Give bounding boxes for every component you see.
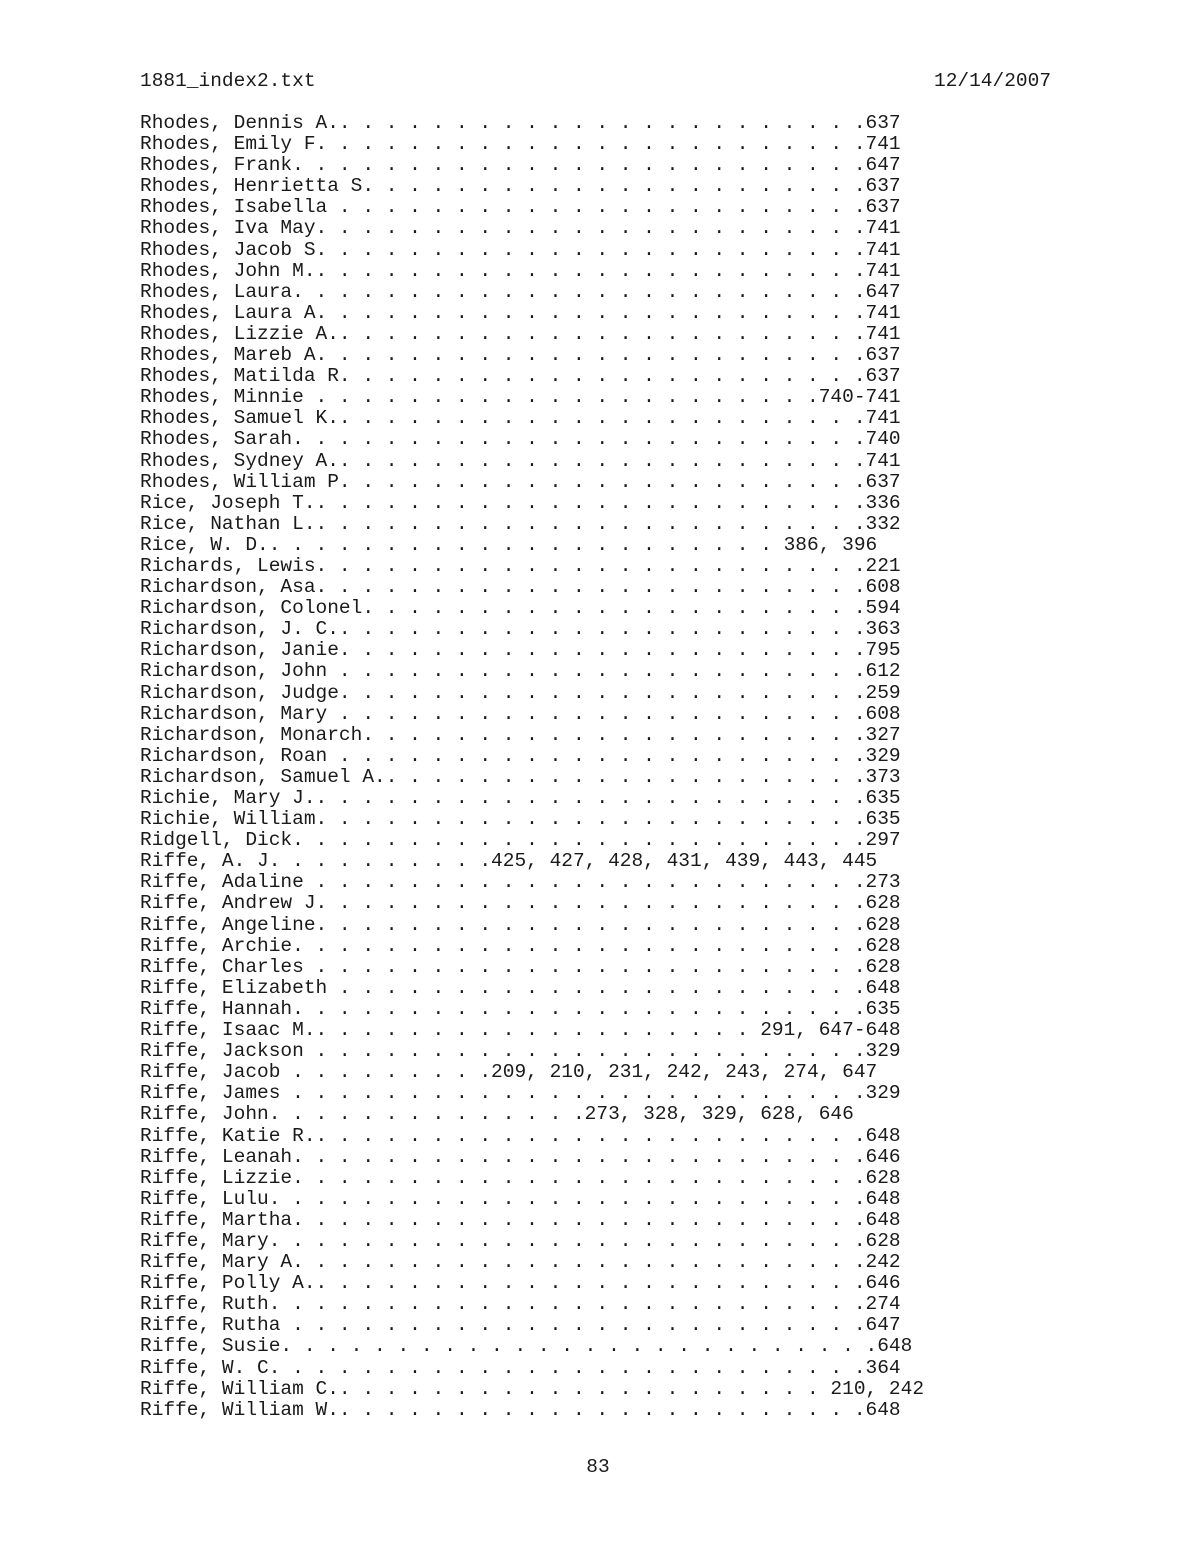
index-entry: Rhodes, Jacob S. . . . . . . . . . . . . . . . . . . . . . . .741 bbox=[140, 238, 901, 261]
index-entry: Riffe, Elizabeth . . . . . . . . . . . . . . . . . . . . . . .648 bbox=[140, 976, 901, 999]
index-entry: Richie, Mary J.. . . . . . . . . . . . . . . . . . . . . . . .635 bbox=[140, 787, 901, 809]
index-entry: Riffe, Leanah. . . . . . . . . . . . . . . . . . . . . . . . .646 bbox=[140, 1145, 901, 1168]
index-entry: Richardson, Monarch. . . . . . . . . . . . . . . . . . . . . .327 bbox=[140, 723, 901, 746]
index-entry: Riffe, James . . . . . . . . . . . . . . . . . . . . . . . . .329 bbox=[140, 1082, 901, 1105]
index-entry: Rhodes, Samuel K.. . . . . . . . . . . . . . . . . . . . . . .741 bbox=[140, 407, 901, 430]
index-entry: Rhodes, Dennis A.. . . . . . . . . . . . . . . . . . . . . . .637 bbox=[140, 112, 901, 134]
index-entry: Rhodes, John M.. . . . . . . . . . . . . . . . . . . . . . . .741 bbox=[140, 259, 901, 282]
index-entry: Richardson, Roan . . . . . . . . . . . . . . . . . . . . . . .329 bbox=[140, 744, 901, 767]
document-date: 12/14/2007 bbox=[934, 70, 1052, 92]
index-entry: Riffe, Andrew J. . . . . . . . . . . . . . . . . . . . . . . .628 bbox=[140, 892, 901, 915]
index-entry: Riffe, Martha. . . . . . . . . . . . . . . . . . . . . . . . .648 bbox=[140, 1208, 901, 1231]
index-entry: Riffe, Mary. . . . . . . . . . . . . . . . . . . . . . . . . .628 bbox=[140, 1229, 901, 1252]
index-entry: Riffe, Mary A. . . . . . . . . . . . . . . . . . . . . . . . .242 bbox=[140, 1251, 901, 1274]
index-entry: Richardson, Judge. . . . . . . . . . . . . . . . . . . . . . .259 bbox=[140, 681, 901, 704]
index-entry: Riffe, William W.. . . . . . . . . . . . . . . . . . . . . . .648 bbox=[140, 1398, 901, 1421]
index-entry-list bbox=[140, 113, 924, 1421]
index-entry: Richardson, Samuel A.. . . . . . . . . . . . . . . . . . . . .373 bbox=[140, 765, 901, 788]
index-entry: Riffe, Ruth. . . . . . . . . . . . . . . . . . . . . . . . . .274 bbox=[140, 1293, 901, 1316]
index-entry: Riffe, Susie. . . . . . . . . . . . . . . . . . . . . . . . . .648 bbox=[140, 1335, 913, 1358]
index-entry: Rhodes, Laura. . . . . . . . . . . . . . . . . . . . . . . . .647 bbox=[140, 280, 901, 303]
index-entry: Rhodes, Frank. . . . . . . . . . . . . . . . . . . . . . . . .647 bbox=[140, 154, 901, 177]
index-entry: Richardson, J. C.. . . . . . . . . . . . . . . . . . . . . . .363 bbox=[140, 618, 901, 641]
index-entry: Riffe, Adaline . . . . . . . . . . . . . . . . . . . . . . . .273 bbox=[140, 871, 901, 894]
index-entry: Riffe, Polly A.. . . . . . . . . . . . . . . . . . . . . . . .646 bbox=[140, 1272, 901, 1295]
index-entry: Rhodes, Sydney A.. . . . . . . . . . . . . . . . . . . . . . .741 bbox=[140, 449, 901, 472]
index-entry: Rhodes, Emily F. . . . . . . . . . . . . . . . . . . . . . . .741 bbox=[140, 133, 901, 156]
index-entry: Richardson, John . . . . . . . . . . . . . . . . . . . . . . .612 bbox=[140, 660, 901, 683]
index-entry: Rhodes, William P. . . . . . . . . . . . . . . . . . . . . . .637 bbox=[140, 470, 901, 493]
index-entry: Riffe, A. J. . . . . . . . . .425, 427, 428, 431, 439, 443, 445 bbox=[140, 850, 878, 873]
index-entry: Rice, Nathan L.. . . . . . . . . . . . . . . . . . . . . . . .332 bbox=[140, 512, 901, 535]
index-entry: Rhodes, Lizzie A.. . . . . . . . . . . . . . . . . . . . . . .741 bbox=[140, 322, 901, 345]
index-entry: Richardson, Colonel. . . . . . . . . . . . . . . . . . . . . .594 bbox=[140, 597, 901, 620]
index-entry: Riffe, Hannah. . . . . . . . . . . . . . . . . . . . . . . . .635 bbox=[140, 997, 901, 1020]
index-entry: Rhodes, Minnie . . . . . . . . . . . . . . . . . . . . . .740-741 bbox=[140, 386, 901, 409]
document-filename: 1881_index2.txt bbox=[140, 70, 316, 92]
index-entry: Richardson, Asa. . . . . . . . . . . . . . . . . . . . . . . .608 bbox=[140, 576, 901, 599]
index-entry: Richie, William. . . . . . . . . . . . . . . . . . . . . . . .635 bbox=[140, 808, 901, 831]
index-entry: Riffe, Jacob . . . . . . . . .209, 210, 231, 242, 243, 274, 647 bbox=[140, 1061, 878, 1084]
index-entry: Ridgell, Dick. . . . . . . . . . . . . . . . . . . . . . . . .297 bbox=[140, 829, 901, 852]
index-entry: Rhodes, Mareb A. . . . . . . . . . . . . . . . . . . . . . . .637 bbox=[140, 344, 901, 367]
index-entry: Rhodes, Laura A. . . . . . . . . . . . . . . . . . . . . . . .741 bbox=[140, 301, 901, 324]
index-entry: Richards, Lewis. . . . . . . . . . . . . . . . . . . . . . . .221 bbox=[140, 554, 901, 577]
index-entry: Riffe, Jackson . . . . . . . . . . . . . . . . . . . . . . . .329 bbox=[140, 1040, 901, 1063]
index-entry: Riffe, Rutha . . . . . . . . . . . . . . . . . . . . . . . . .647 bbox=[140, 1314, 901, 1337]
index-entry: Rice, Joseph T.. . . . . . . . . . . . . . . . . . . . . . . .336 bbox=[140, 491, 901, 514]
index-entry: Rice, W. D.. . . . . . . . . . . . . . . . . . . . . . 386, 396 bbox=[140, 533, 878, 556]
index-entry: Riffe, Charles . . . . . . . . . . . . . . . . . . . . . . . .628 bbox=[140, 955, 901, 978]
index-entry: Riffe, Katie R.. . . . . . . . . . . . . . . . . . . . . . . .648 bbox=[140, 1124, 901, 1147]
index-entry: Riffe, Angeline. . . . . . . . . . . . . . . . . . . . . . . .628 bbox=[140, 913, 901, 936]
index-entry: Rhodes, Matilda R. . . . . . . . . . . . . . . . . . . . . . .637 bbox=[140, 365, 901, 388]
index-entry: Rhodes, Isabella . . . . . . . . . . . . . . . . . . . . . . .637 bbox=[140, 196, 901, 219]
index-entry: Riffe, Lizzie. . . . . . . . . . . . . . . . . . . . . . . . .628 bbox=[140, 1166, 901, 1189]
index-entry: Riffe, W. C. . . . . . . . . . . . . . . . . . . . . . . . . .364 bbox=[140, 1356, 901, 1379]
index-entry: Riffe, Archie. . . . . . . . . . . . . . . . . . . . . . . . .628 bbox=[140, 934, 901, 957]
index-entry: Riffe, John. . . . . . . . . . . . . .273, 328, 329, 628, 646 bbox=[140, 1103, 854, 1126]
index-entry: Richardson, Janie. . . . . . . . . . . . . . . . . . . . . . .795 bbox=[140, 639, 901, 662]
index-entry: Riffe, William C.. . . . . . . . . . . . . . . . . . . . . 210, 242 bbox=[140, 1377, 925, 1400]
index-entry: Richardson, Mary . . . . . . . . . . . . . . . . . . . . . . .608 bbox=[140, 702, 901, 725]
index-entry: Riffe, Isaac M.. . . . . . . . . . . . . . . . . . . 291, 647-648 bbox=[140, 1019, 901, 1042]
index-entry: Riffe, Lulu. . . . . . . . . . . . . . . . . . . . . . . . . .648 bbox=[140, 1187, 901, 1210]
index-entry: Rhodes, Sarah. . . . . . . . . . . . . . . . . . . . . . . . .740 bbox=[140, 428, 901, 451]
index-entry: Rhodes, Henrietta S. . . . . . . . . . . . . . . . . . . . . .637 bbox=[140, 175, 901, 198]
page-number: 83 bbox=[586, 1456, 610, 1478]
index-entry: Rhodes, Iva May. . . . . . . . . . . . . . . . . . . . . . . .741 bbox=[140, 217, 901, 240]
